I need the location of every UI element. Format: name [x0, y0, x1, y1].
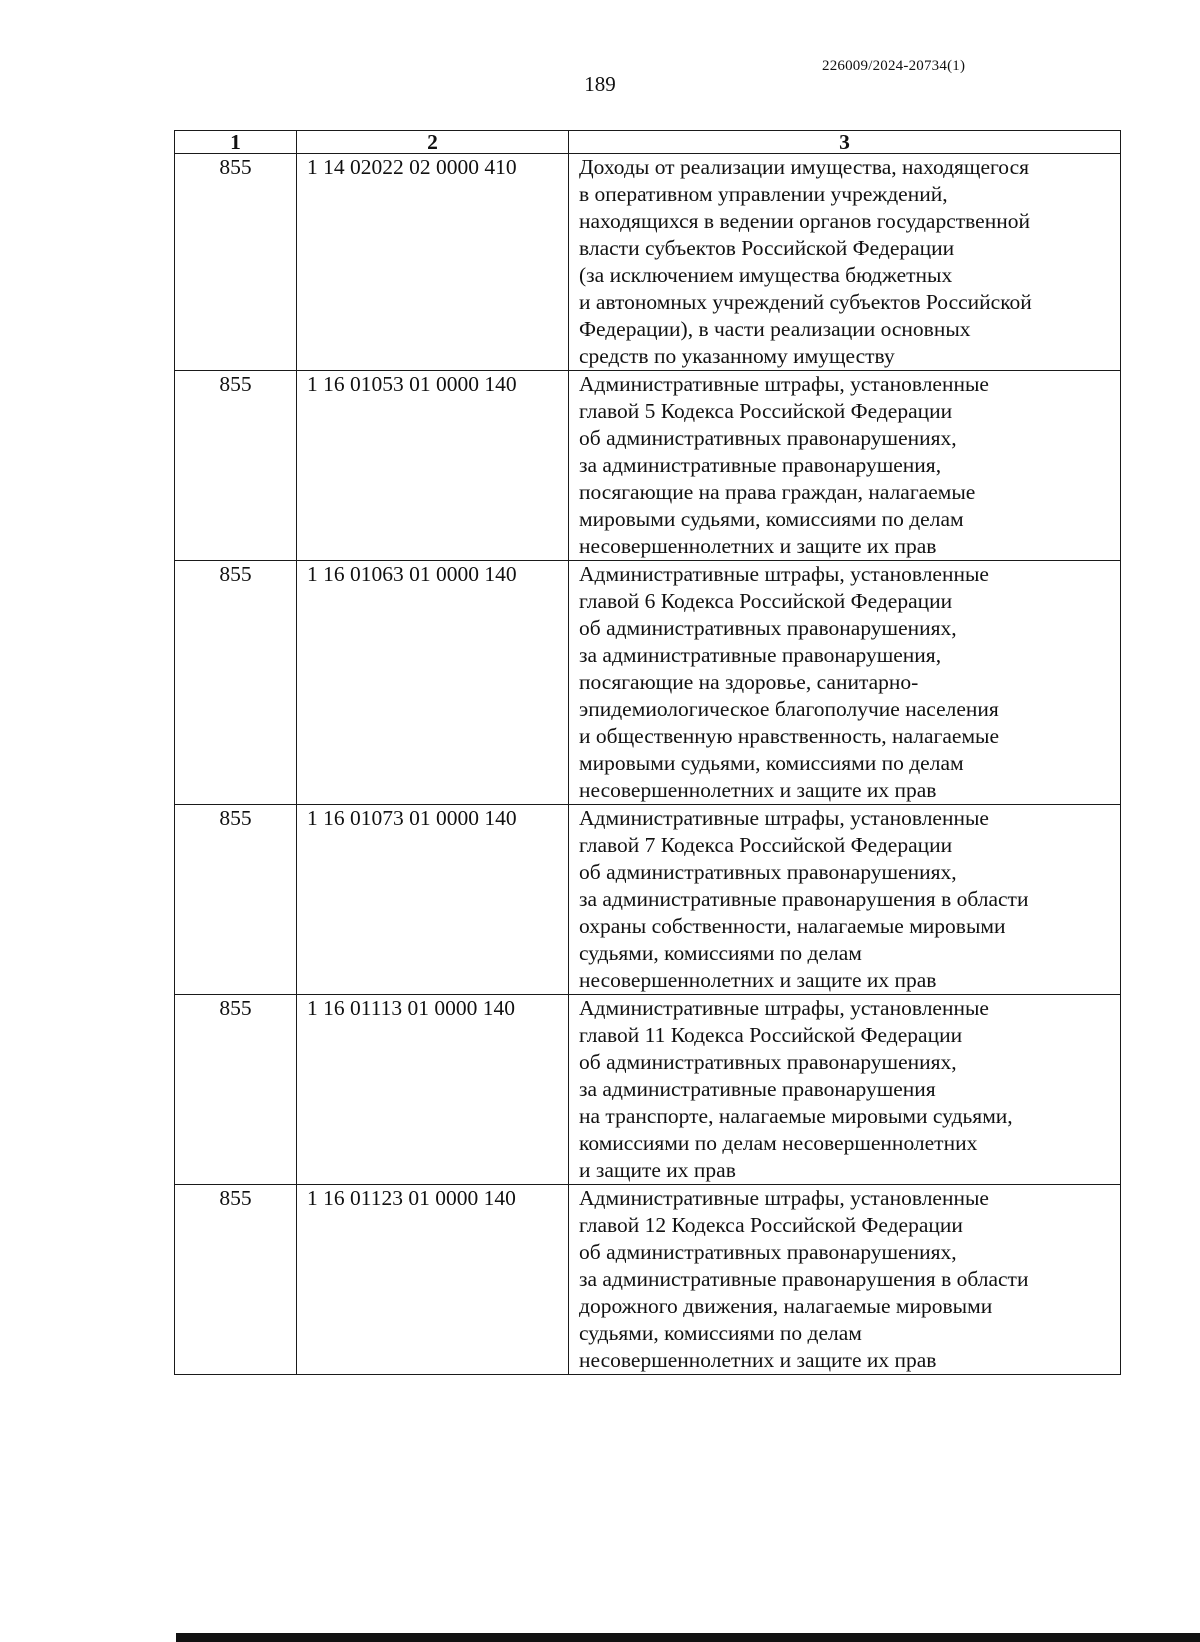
- description-line: несовершеннолетних и защите их прав: [579, 1348, 937, 1372]
- description-line: главой 11 Кодекса Российской Федерации: [579, 1023, 963, 1047]
- description-line: главой 5 Кодекса Российской Федерации: [579, 399, 953, 423]
- description-line: за административные правонарушения в области: [579, 1267, 1029, 1291]
- description-line: главой 7 Кодекса Российской Федерации: [579, 833, 953, 857]
- description-cell: [569, 805, 1121, 995]
- description-line: судьями, комиссиями по делам: [579, 1321, 862, 1345]
- description-line: об административных правонарушениях,: [579, 616, 957, 640]
- description-line: Административные штрафы, установленные: [579, 806, 989, 830]
- description-line: за административные правонарушения,: [579, 643, 942, 667]
- description-line: Административные штрафы, установленные: [579, 996, 989, 1020]
- description-line: находящихся в ведении органов государственной: [579, 209, 1030, 233]
- description-line: за административные правонарушения: [579, 1077, 936, 1101]
- description-cell: [569, 995, 1121, 1185]
- description-line: судьями, комиссиями по делам: [579, 941, 862, 965]
- budget-classification-code-cell: 1 16 01073 01 0000 140: [297, 805, 569, 995]
- admin-code-cell: 855: [175, 805, 297, 995]
- description-line: в оперативном управлении учреждений,: [579, 182, 948, 206]
- admin-code-cell: 855: [175, 154, 297, 371]
- description-line: эпидемиологическое благополучие населения: [579, 697, 999, 721]
- description-line: средств по указанному имуществу: [579, 344, 895, 368]
- description-line: Федерации), в части реализации основных: [579, 317, 971, 341]
- budget-classification-code-cell: 1 16 01053 01 0000 140: [297, 371, 569, 561]
- admin-code-cell: 855: [175, 561, 297, 805]
- table-row: [175, 995, 1121, 1185]
- admin-code-cell: 855: [175, 995, 297, 1185]
- description-line: за административные правонарушения,: [579, 453, 942, 477]
- description-line: посягающие на права граждан, налагаемые: [579, 480, 976, 504]
- table-row: [175, 805, 1121, 995]
- description-line: охраны собственности, налагаемые мировыми: [579, 914, 1006, 938]
- admin-code-cell: 855: [175, 371, 297, 561]
- table-row: [175, 561, 1121, 805]
- column-header-2: 2: [297, 131, 569, 154]
- description-line: посягающие на здоровье, санитарно-: [579, 670, 919, 694]
- description-line: об административных правонарушениях,: [579, 426, 957, 450]
- description-line: и общественную нравственность, налагаемые: [579, 724, 1000, 748]
- admin-code-cell: 855: [175, 1185, 297, 1375]
- table-body: [175, 154, 1121, 1375]
- description-line: дорожного движения, налагаемые мировыми: [579, 1294, 993, 1318]
- description-line: Административные штрафы, установленные: [579, 562, 989, 586]
- description-cell: [569, 154, 1121, 371]
- description-line: об административных правонарушениях,: [579, 860, 957, 884]
- description-line: (за исключением имущества бюджетных: [579, 263, 953, 287]
- description-cell: [569, 371, 1121, 561]
- budget-classification-code-cell: 1 16 01123 01 0000 140: [297, 1185, 569, 1375]
- description-line: комиссиями по делам несовершеннолетних: [579, 1131, 978, 1155]
- table-header: [175, 131, 1121, 154]
- description-line: и автономных учреждений субъектов Российской: [579, 290, 1032, 314]
- description-line: несовершеннолетних и защите их прав: [579, 968, 937, 992]
- description-cell: [569, 1185, 1121, 1375]
- description-line: Административные штрафы, установленные: [579, 1186, 989, 1210]
- table-row: [175, 154, 1121, 371]
- table-row: [175, 371, 1121, 561]
- description-line: власти субъектов Российской Федерации: [579, 236, 955, 260]
- description-cell: [569, 561, 1121, 805]
- table-header-row: [175, 131, 1121, 154]
- description-line: несовершеннолетних и защите их прав: [579, 778, 937, 802]
- description-line: Административные штрафы, установленные: [579, 372, 989, 396]
- table-row: [175, 1185, 1121, 1375]
- description-line: главой 12 Кодекса Российской Федерации: [579, 1213, 963, 1237]
- description-line: об административных правонарушениях,: [579, 1050, 957, 1074]
- description-line: и защите их прав: [579, 1158, 736, 1182]
- description-line: на транспорте, налагаемые мировыми судьями,: [579, 1104, 1013, 1128]
- column-header-3: 3: [569, 131, 1121, 154]
- description-line: мировыми судьями, комиссиями по делам: [579, 507, 964, 531]
- description-line: главой 6 Кодекса Российской Федерации: [579, 589, 953, 613]
- budget-classification-code-cell: 1 16 01113 01 0000 140: [297, 995, 569, 1185]
- page-number: 189: [584, 72, 616, 96]
- budget-code-table: [174, 130, 1121, 1375]
- column-header-1: 1: [175, 131, 297, 154]
- scan-edge-bar: [176, 1633, 1200, 1642]
- description-line: за административные правонарушения в области: [579, 887, 1029, 911]
- document-registration-number: 226009/2024-20734(1): [822, 58, 966, 74]
- description-line: Доходы от реализации имущества, находящегося: [579, 155, 1030, 179]
- description-line: несовершеннолетних и защите их прав: [579, 534, 937, 558]
- description-line: мировыми судьями, комиссиями по делам: [579, 751, 964, 775]
- budget-classification-code-cell: 1 16 01063 01 0000 140: [297, 561, 569, 805]
- budget-classification-code-cell: 1 14 02022 02 0000 410: [297, 154, 569, 371]
- description-line: об административных правонарушениях,: [579, 1240, 957, 1264]
